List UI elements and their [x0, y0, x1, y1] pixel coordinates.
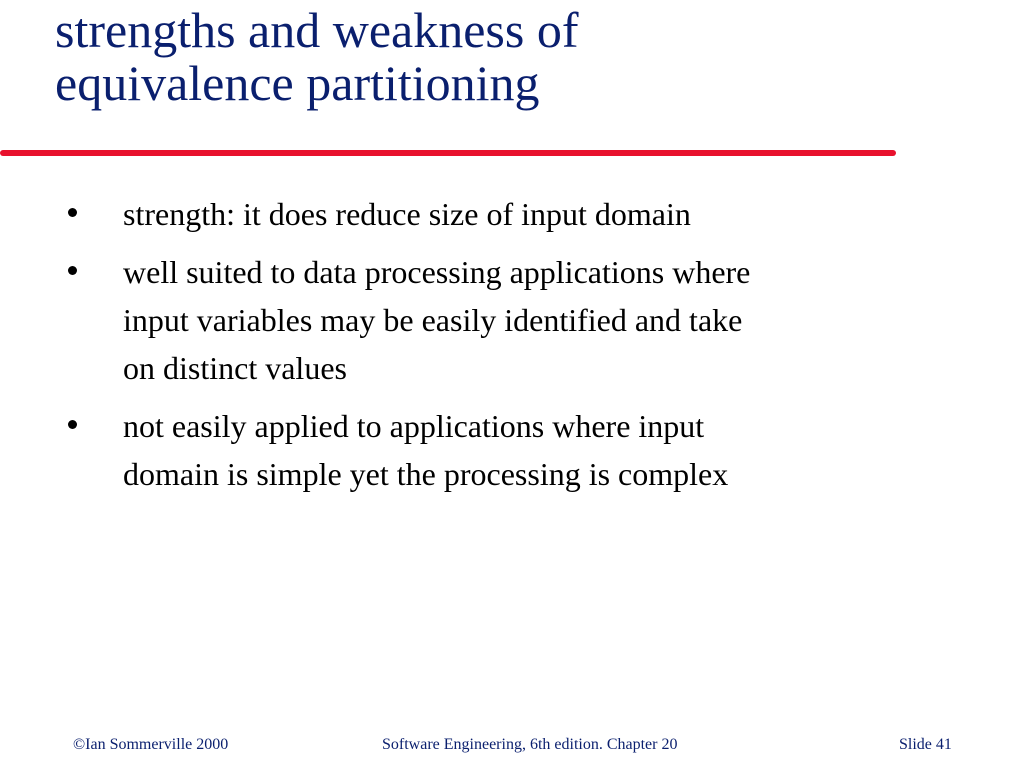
bullet-list	[68, 190, 928, 508]
slide-title-line: equivalence partitioning	[55, 55, 540, 111]
title-underline	[0, 150, 896, 156]
bullet-item	[68, 402, 928, 498]
slide-title-line: strengths and weakness of	[55, 2, 579, 58]
bullet-item	[68, 248, 928, 392]
footer-copyright: ©Ian Sommerville 2000	[73, 736, 229, 753]
bullet-text: domain is simple yet the processing is complex	[123, 456, 729, 492]
bullet-dot-icon	[68, 208, 77, 217]
slide-title	[55, 4, 955, 110]
footer-slide-number: Slide 41	[899, 736, 952, 753]
bullet-item	[68, 190, 928, 238]
bullet-text: not easily applied to applications where input	[123, 408, 705, 444]
bullet-text: strength: it does reduce size of input domain	[123, 196, 691, 232]
bullet-dot-icon	[68, 266, 77, 275]
bullet-text: input variables may be easily identified and take	[123, 302, 743, 338]
footer-book-title: Software Engineering, 6th edition. Chapter 20	[382, 736, 678, 753]
bullet-text: on distinct values	[123, 350, 347, 386]
bullet-text: well suited to data processing applications where	[123, 254, 751, 290]
bullet-dot-icon	[68, 420, 77, 429]
